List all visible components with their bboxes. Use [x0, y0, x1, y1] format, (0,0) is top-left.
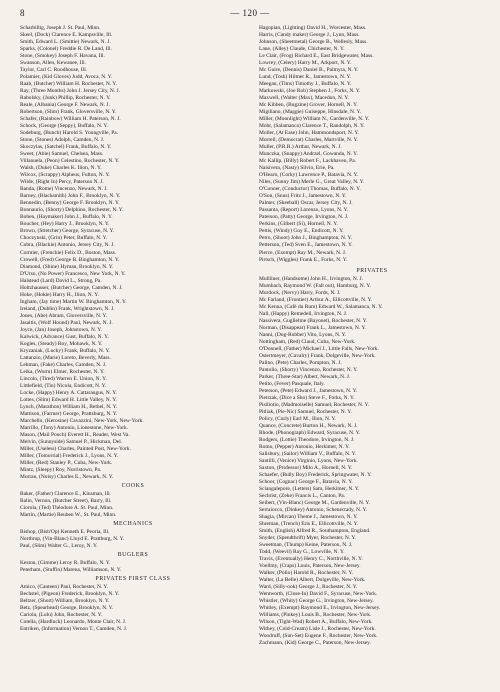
- roster-entry: Snyder, (Spendthrift) Myer, Rochester, N. Y.: [259, 535, 356, 542]
- roster-entry: Policy, (Curly) Earl M., Ilion, N. Y.: [259, 415, 336, 422]
- roster-entry: Lund, (Tosh) Hilmer R., Jamestown, N. Y.: [259, 74, 352, 81]
- roster-entry: Wilde, (Right In) Percy, Paterson N. J.: [20, 179, 104, 186]
- roster-entry: Seibert, (Vin-Blanc) George M., Gardenville, N. Y.: [259, 500, 371, 507]
- roster-entry: Bohen, (Haymaker) John J., Buffalo, N. Y.: [20, 214, 113, 221]
- roster-entry: Morran, (Noisy) Charles E., Newark, N. Y.: [20, 474, 114, 480]
- roster-entry: Mc Kenna, (Café du Rum) Edward W., Salamanca, N. Y.: [259, 303, 383, 310]
- roster-entry: Sweet, (Abie) Samuel, Chelsea, Mass.: [20, 151, 104, 158]
- roster-entry: D'Urso, (No Power) Francesco, New York, N. Y.: [20, 270, 126, 277]
- roster-entry: Banda, (Rome) Vincenzo, Newark, N. J.: [20, 186, 108, 193]
- roster-entry: Jasaitis, (Wolf Hound) Paul, Newark, N. J.: [20, 319, 113, 326]
- roster-entry: O'Hearn, (Corky) Lawrence P., Batavia, N. Y.: [259, 172, 359, 179]
- roster-entry: Mullliner, (Handsome) John H., Irvington, N. J.: [259, 275, 363, 282]
- roster-list-cooks: [20, 491, 246, 519]
- roster-entry: Mc Kibben, (Bugzine) Grover, Hornell, N. Y.: [259, 102, 358, 109]
- roster-entry: Lynch, (Marathon) William H., Bethel, N. Y.: [20, 403, 118, 410]
- left-column: [20, 25, 246, 633]
- roster-list-right: [259, 25, 485, 264]
- roster-entry: Ireland, (Dublin) Frank, Wrightstown, N. J.: [20, 305, 115, 312]
- roster-entry: O'Donnell, (Father) Michael J., Little Falls, New-York.: [259, 345, 379, 352]
- roster-entry: Mintz, (Sleepy) Roy, Norristown, Pa.: [20, 466, 102, 473]
- roster-entry: Betz, (Spearhead) George, Brooklyn, N. Y.: [20, 605, 114, 612]
- roster-entry: Maxwell, (Walter (Max), Macedon, N. Y.: [259, 95, 349, 102]
- roster-entry: Swanson, Allen, Kewanee, Ill.: [20, 60, 86, 67]
- roster-entry: Crowell, (Fred) George B. Binghamton, N. Y.: [20, 256, 120, 263]
- roster-entry: Choczynski, (Grin) Peter, Buffalo, N. Y.: [20, 235, 108, 242]
- roster-entry: Melvin, (Sunnyside) Samuel P., Hickman, Del.: [20, 438, 123, 445]
- roster-entry: Nanni, (Dog-Robber) Vito, Lyons, N. Y.: [259, 331, 347, 338]
- roster-entry: Lehman, (Fake) Charles, Camden, N. J.: [20, 361, 107, 368]
- roster-entry: Sodeburg, (Bunch) Harold S. Youngville, Pa.: [20, 130, 119, 137]
- roster-entry: Joyce, (Jan) Joseph, Johnstown, N. Y.: [20, 326, 102, 333]
- roster-entry: Littlefield, (Tin) Nicola, Endicott, N. Y.: [20, 382, 107, 389]
- roster-entry: Travis, (Eventually) Henry C., Northville, N. Y.: [259, 556, 363, 563]
- roster-entry: Pantolio, (Shorty) Vincenzo, Rochester, N. Y.: [259, 366, 358, 373]
- roster-entry: Martin, (Martie) Reuben W., St. Paul, Minn.: [20, 512, 117, 519]
- roster-entry: Lottes, (Slim) Edward H. Little Valley, N. Y.: [20, 396, 117, 403]
- roster-entry: Sparks, (Colonel) Freddie R. De Land, Ill.: [20, 46, 112, 53]
- roster-entry: Mc Kallip, (Billy) Robert F., Lackhaven, Pa.: [259, 158, 356, 165]
- roster-entry: Bishop, (Bish'Op) Kenneth E. Peoria, Ill.: [20, 529, 110, 536]
- roster-entry: Lincoln, (Tired) Warren E. Union, N. Y.: [20, 375, 107, 382]
- roster-entry: Peterham, (Stuffin) Marena, Williamson, N. Y.: [20, 567, 122, 574]
- roster-list-privates: [259, 276, 485, 648]
- roster-entry: Rhode, (Phonograph) Edward, Syracuse, N. Y.: [259, 429, 361, 436]
- section-heading-privates-first-class: PRIVATES FIRST CLASS: [95, 576, 171, 583]
- roster-entry: Kalwick, (Advance) Gust, Buffalo, N. Y.: [20, 333, 109, 340]
- roster-entry: Stone, (Smokey) Joseph F. Havana, Ill.: [20, 53, 105, 60]
- roster-entry: Bechstel, (Pigeon) Frederick, Brooklyn, N. Y.: [20, 591, 120, 598]
- roster-entry: Halstead (Lard) David L., Strong, Pa.: [20, 277, 102, 284]
- roster-entry: Skoczylas, (Satchel) Frank, Buffalo, N. Y.: [20, 144, 112, 151]
- roster-entry: Stone, (Stones) Adolph, Camden, N. J.: [20, 137, 105, 144]
- roster-entry: Schock, (George (Seppy), Buffalo, N. Y.: [20, 123, 108, 130]
- right-column: [259, 25, 485, 647]
- roster-entry: Sciangalepore, (Letters) Sam, Herkimer, N. Y.: [259, 486, 360, 493]
- roster-entry: Wilson, (Tight-Wad) Robert A., Buffalo, New-York.: [259, 619, 373, 626]
- roster-entry: Sweetman, (Thump) Keine, Paterson, N. J.: [259, 542, 353, 549]
- roster-entry: Nall, (Happy) Remedell, Irvington, N. J.: [259, 310, 348, 317]
- roster-list-buglers: [20, 560, 246, 574]
- roster-entry: Woodruff, (Sun-Set) Eugene F., Rochester, New-York.: [259, 633, 378, 640]
- roster-entry: Mason, (Mail Pouch) Everett H., Reader, West Va.: [20, 431, 130, 438]
- roster-entry: Withey, (Cold-Cream) Lisle J., Rochester, New-York.: [259, 626, 376, 633]
- roster-entry: Raab, (Butcher) William H. Rochester, N. Y.: [20, 81, 117, 88]
- roster-entry: Saxton, (Professor) Milo A., Hornell, N. Y.: [259, 464, 353, 471]
- roster-entry: Schoor, (Cognac) George F., Batavia, N. Y.: [259, 479, 353, 485]
- roster-entry: Romo, (Pepper) Antonio, Herkimer, N. Y.: [259, 443, 350, 450]
- roster-entry: Whitley, (Exempt) Raymond E., Irvington, New-Jersey.: [259, 605, 381, 612]
- roster-entry: Keston, (Gimme) Leroy R. Buffalo, N. Y.: [20, 560, 111, 567]
- roster-entry: Mc Guire, (Dennis) Daniel B., Palmyra, N. Y.: [259, 67, 359, 74]
- roster-entry: Petterson, (Ted) Sven E., Jamestown, N. Y.: [259, 242, 353, 249]
- roster-entry: Ward, (Silly-ook) George J., Rochester, N. Y.: [259, 584, 358, 591]
- roster-entry: Kryzaniak, (Lucky) Frank, Buffalo, N. Y.: [20, 347, 110, 354]
- roster-entry: Norman, (Disappear) Frank L., Jamestown, N. Y.: [259, 324, 366, 331]
- roster-entry: Parker, (Three-Star) Albert, Newark, N. J.: [259, 373, 351, 380]
- page-header: [0, 8, 500, 22]
- roster-entry: Wentworth, (Close-In) David F., Syracuse, New-York.: [259, 591, 378, 598]
- roster-entry: Cobra, (Blackie) Antonio, Jersey City, N. J.: [20, 242, 115, 249]
- roster-entry: Ostertmeyer, (Cavalry) Frank, Dolgeville, New-York.: [259, 352, 376, 359]
- roster-entry: Smith, Edward L. (Smittie) Newark, N. J.: [20, 39, 111, 46]
- roster-entry: Lowrey, (Celery) Harry M., Arkport, N. Y.: [259, 60, 352, 67]
- roster-entry: Pisiliotio, (Madmoiselle) Samuel, Rochester, N. Y.: [259, 401, 370, 408]
- roster-entry: Perkins, (Gilbert (Si), Hornell, N. Y.: [259, 221, 338, 228]
- roster-entry: Williams, (Pinkey) Louis B., Rochester, New-York.: [259, 612, 372, 619]
- roster-entry: Cariola, (Lulu) John, Rochester, N. Y.: [20, 612, 103, 619]
- roster-entry: Schaefer, (Bully Boy) Frederick, Springwater, N. Y.: [259, 471, 372, 478]
- roster-entry: Todd, (Weevil) Ray G., Lowville, N. Y.: [259, 549, 345, 556]
- roster-list-pfc: [20, 584, 246, 633]
- roster-entry: Nottingham, (Red) Claud, Cuba, New-York.: [259, 338, 356, 345]
- section-heading-cooks: COOKS: [121, 483, 145, 490]
- roster-entry: Mc Farland, (Frontier) Arthur A., Ellicottville, N. Y.: [259, 296, 373, 303]
- roster-entry: Marchello, (Kerosine) Cavazzini, New-York, New-York.: [20, 417, 144, 424]
- roster-entry: Markowski, (Joe Rob) Stephen J., Forks, N. Y.: [259, 88, 361, 95]
- roster-entry: Miller, (Moonlight) William N., Gardenville, N. Y.: [259, 116, 370, 123]
- roster-list-left: [20, 25, 246, 481]
- roster-entry: Northrup, (Vin-Blanc) Lloyd E. Prattburg, N. Y.: [20, 536, 125, 543]
- roster-entry: Muller, (P.R.R.) Arthur, Newark, N. J.: [259, 144, 342, 151]
- roster-entry: Walter, (La Belle) Albert, Dolgeville, New-York.: [259, 577, 366, 584]
- roster-entry: Pettis, (Windy) Guy E., Endicott, N. Y.: [259, 228, 344, 235]
- roster-entry: Morrell, (Democrat) Charles, Martville, N. Y.: [259, 137, 359, 144]
- roster-entry: Lattanzio, (Marie) Loreto, Beverly, Mass.: [20, 354, 111, 361]
- roster-entry: Mohr, (Salamanca) Clarence T., Randolph, N. Y.: [259, 123, 365, 130]
- roster-entry: Harris, (Candy maker) George J., Lynn, Mass.: [259, 32, 360, 39]
- roster-entry: Pierce, (Exempt) Ray M., Newark, N. J.: [259, 249, 347, 256]
- roster-entry: Migiliano, (Maggie) Guiseppe, Hinsdale, N. Y.: [259, 109, 362, 116]
- roster-entry: Naisivera, (Nasty) Silvio, Erie, Pa.: [259, 165, 335, 172]
- roster-list-mechanics: [20, 529, 246, 550]
- roster-entry: O'Conner, (Conductor) Thomas, Buffalo, N. Y.: [259, 186, 361, 193]
- roster-entry: Le Clair, (Frog) Richard E., East Bridgewater, Mass.: [259, 53, 374, 60]
- roster-entry: Cormier, (Frenchie) Felix D., Boston, Mass.: [20, 249, 117, 256]
- roster-entry: Whistler, (Whity) George G., Irvington, New-Jersey.: [259, 598, 374, 605]
- roster-entry: Bonnaurio, (Shorty) Delphino, Rochester, N. Y.: [20, 207, 124, 214]
- roster-entry: Diamond, (Shine) Hyman, Brooklyn, N. Y.: [20, 263, 114, 270]
- roster-entry: Miller, (Red) Stanley P., Cuba, New-York.: [20, 459, 113, 466]
- roster-entry: Mattison, (Farmer) George, Prattsburg, N. Y.: [20, 410, 118, 417]
- roster-entry: Rodgers, (Lottie) Theodore, Irvington, N. J.: [259, 436, 355, 443]
- roster-entry: Peterson, (Pete) Edward J., Jamestown, N. Y.: [259, 387, 358, 394]
- roster-entry: Entriken, (Information) Vernon T., Camden, N. J.: [20, 626, 128, 633]
- roster-entry: Taylor, Carl C. Roodhouse, Ill.: [20, 67, 88, 74]
- roster-entry: Skeel, (Dock) Clarence E. Kampsville, Ill.: [20, 32, 113, 39]
- page-number: — 120 —: [230, 8, 270, 18]
- roster-entry: Paul, (Slim) Walter G., Leroy, N. Y.: [20, 543, 98, 550]
- section-heading-privates: PRIVATES: [356, 267, 388, 274]
- roster-entry: Schafer, (Rainbow) William H. Paterson, N. J.: [20, 116, 121, 123]
- roster-entry: Boucher, (Hey) Harry J., Brooklyn, N. Y.: [20, 221, 110, 228]
- roster-entry: Baker, (Father) Clarence E., Kinsman, Ill.: [20, 491, 111, 498]
- roster-entry: Niles, (Sunny Jim) Merle G., Great Valley, N. Y.: [259, 179, 365, 186]
- roster-entry: Beltzer, (Short) William, Brooklyn, N. Y.: [20, 598, 110, 605]
- section-heading-buglers: BUGLERS: [117, 552, 149, 559]
- roster-entry: Palino, (Pete) Charles, Pompton, N. J.: [259, 359, 342, 366]
- roster-entry: Petito, (Fever) Pasquale, Italy.: [259, 380, 325, 387]
- roster-entry: Robertson, (Slim) Frank, Gloversville, N. Y.: [20, 109, 117, 116]
- roster-entry: Villanuela, (Peon) Celestino, Rochester, N. Y.: [20, 158, 120, 165]
- header-mark: 8: [20, 8, 25, 18]
- roster-entry: Balin, Vernon, (Butcher Street), Barry, Ill.: [20, 498, 112, 505]
- roster-entry: Scharbillig, Joseph J. St. Paul, Minn.: [20, 25, 101, 31]
- roster-entry: Wilcox, (Scrappy) Alpheus, Fulton, N. Y.: [20, 172, 110, 179]
- roster-entry: Shreman, (Trench) Eris E., Ellicottville, N. Y.: [259, 521, 359, 528]
- roster-entry: Ingham, (Jay time) Martin W. Binghamton, N. Y.: [20, 298, 127, 305]
- roster-entry: Bennedin, (Benny) George F. Brooklyn, N. Y.: [20, 200, 120, 207]
- roster-entry: Holtzhausser, (Butcher) George, Camden, N. J.: [20, 284, 123, 291]
- roster-entry: Murdock, (Nervy) Harry, Fords, N. J.: [259, 289, 341, 296]
- roster-entry: Passanta, (Report) Lorenzo, Lyons, N. Y.: [259, 207, 349, 214]
- roster-entry: Moller, (At Ease) John, Hammondsport, N. Y.: [259, 130, 359, 137]
- roster-entry: Nassivera, Guglielme (Bayonet), Rochester, N. Y.: [259, 317, 368, 324]
- roster-entry: Sechrist, (Zeke) Francis L., Canton, Pa.: [259, 493, 346, 500]
- roster-entry: Shagia, (Mircan) Theme J., Jamestown, N. Y.: [259, 514, 358, 521]
- roster-entry: Santilli, (Venice) Virginio, Lyons, New-York.: [259, 457, 358, 464]
- roster-entry: Salisbury, (Sailor) William V., Buffalo, N. Y.: [259, 450, 357, 457]
- roster-entry: Serraiocco, (Dinkey) Antonio, Schenectady, N. Y.: [259, 507, 368, 514]
- roster-entry: Hagopian, (Lighting) David H., Worcester, Mass.: [259, 25, 367, 31]
- roster-entry: Petro, (Shoot) John J., Binghampton, N. Y.: [259, 235, 353, 242]
- roster-entry: Reale, (Albania) George F. Newark, N. J.: [20, 102, 110, 109]
- roster-entry: Barney, (Blacksmith) John F., Brooklyn, N. Y.: [20, 193, 121, 200]
- roster-entry: Ciorola, (Ted) Théodore A. St. Paul, Minn.: [20, 505, 114, 512]
- roster-entry: Pitliak, (Pie-Nic) Samuel, Rochester, N. Y.: [259, 408, 352, 415]
- roster-entry: O'Son, (Snus) Fritz J., Jamestown, N. Y.: [259, 193, 347, 200]
- roster-entry: Kogles, (Steady) Roy, Mohawk, N. Y.: [20, 340, 103, 347]
- roster-entry: Zachmann, (Kid) George C., Paterson, New-Jersey.: [259, 640, 371, 647]
- roster-entry: Mumbach, Raymond W. (Fall out), Hamburg, N. Y.: [259, 282, 371, 289]
- roster-entry: Cotella, (Hardluck) Leonardo, Monte Clair, N. J.: [20, 619, 127, 626]
- roster-entry: Munczka, (Snappy) Andrzel, Gowanda, N. Y.: [259, 151, 358, 158]
- roster-entry: Leika, (Worm) Elmer, Rochester, N. Y.: [20, 368, 105, 375]
- roster-entry: Miller, (Useless) Charles, Painted Post, New-York.: [20, 445, 131, 452]
- roster-entry: Jones, (Abe) Abram, Gloversville, N. Y.: [20, 312, 107, 319]
- roster-entry: Locke, (Happy) Henry A. Cattaraugus, N. Y.: [20, 389, 117, 396]
- roster-entry: Amico, (Canteen) Paul, Rochester, N. Y.: [20, 584, 108, 591]
- roster-entry: Ray, (Three Months) John J. Jersey City, N. J.: [20, 88, 121, 95]
- roster-entry: Lane, (Alley) Claude, Chichester, N. Y.: [259, 46, 345, 53]
- roster-entry: Rabolsky, (Junk) Phillip, Rochester, N. Y.: [20, 95, 111, 102]
- roster-entry: Miller, (Tomorrial) Frederick J., Lyons, N. Y.: [20, 452, 119, 459]
- roster-entry: Meegan, (Tims) Timothy J., Buffalo, N. Y.: [259, 81, 352, 88]
- roster-entry: Brown, (Stretcher) George, Syracuse, N. Y.: [20, 228, 115, 235]
- roster-entry: Walker, (Polio) Harold R., Rochester, N. Y.: [259, 570, 353, 577]
- roster-entry: Voellmy, (Craps) Louis, Paterson, New-Jersey.: [259, 563, 361, 570]
- roster-entry: Pirtsch, (Wiggles) Frank E., Forks, N. Y.: [259, 256, 348, 263]
- roster-entry: Smith, (English) Alfred R., Southampton, England.: [259, 528, 371, 535]
- roster-entry: Paterson, (Patty) George, Irvington, N. J.: [259, 214, 349, 221]
- roster-entry: Marrillo, (Tony) Antonio, Lionestone, New-York.: [20, 424, 129, 431]
- roster-entry: Pietrzak, (Dice a Sho) Steve F., Forks, N. Y.: [259, 394, 355, 401]
- roster-entry: Walsh, (Duke) Charles K. Ilion, N. Y.: [20, 165, 102, 172]
- roster-entry: Johnson, (Sheetmetal) George B., Wellesly, Mass.: [259, 39, 368, 46]
- roster-entry: Quance, (Concrete) Burton H., Newark, N. J.: [259, 422, 358, 429]
- roster-entry: Polamier, (Kid Gloves) Judd, Avoca, N. Y.: [20, 74, 113, 81]
- section-heading-mechanics: MECHANICS: [113, 521, 153, 528]
- roster-entry: Palmer, (Skeeball) Oscar, Jersey City, N. J.: [259, 200, 353, 207]
- roster-entry: Hoke, (Hokie) Harry H., Ilion, N. Y.: [20, 291, 99, 298]
